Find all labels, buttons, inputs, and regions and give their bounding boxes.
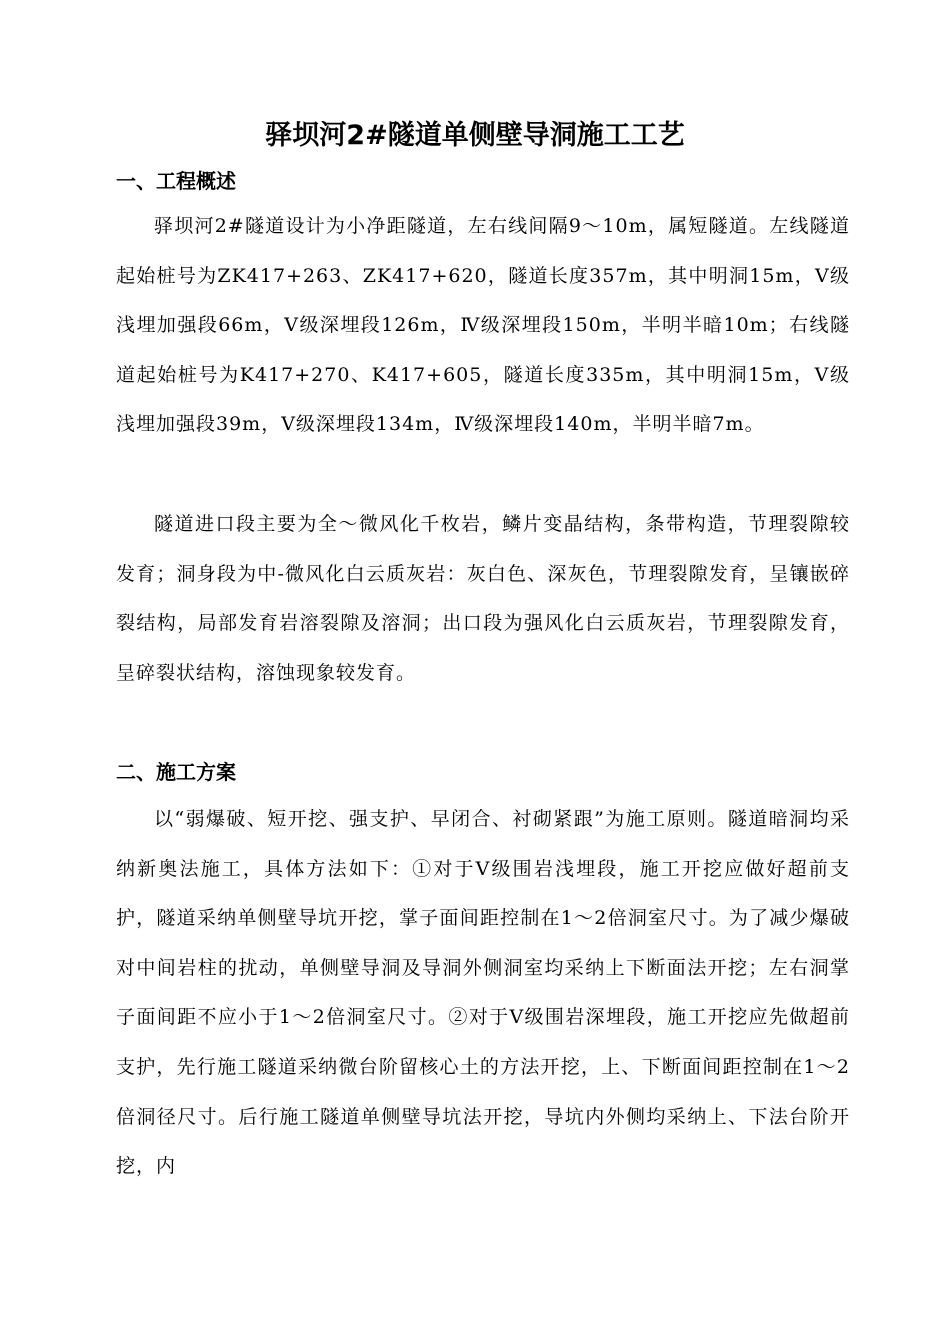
paragraph-project-overview: 驿坝河2#隧道设计为小净距隧道，左右线间隔9～10m，属短隧道。左线隧道起始桩号为ZK417+263、ZK417+620，隧道长度357m，其中明洞15m，Ⅴ级浅埋加强段66m，Ⅴ级深埋段126m，Ⅳ级深埋段150m，半明半暗10m；右线隧道起始桩号为K417+270、K417+605，隧道长度335m，其中明洞15m，Ⅴ级浅埋加强段39m，Ⅴ级深埋段134m，Ⅳ级深埋段140m，半明半暗7m。 <box>116 215 850 436</box>
paragraph-construction-plan: 以“弱爆破、短开挖、强支护、早闭合、衬砌紧跟”为施工原则。隧道暗洞均采纳新奥法施工，具体方法如下：①对于V级围岩浅埋段，施工开挖应做好超前支护，隧道采纳单侧壁导坑开挖，掌子面间距控制在1～2倍洞室尺寸。为了减少爆破对中间岩柱的扰动，单侧壁导洞及导洞外侧洞室均采纳上下断面法开挖；左右洞掌子面间距不应小于1～2倍洞室尺寸。②对于V级围岩深埋段，施工开挖应先做超前支护，先行施工隧道采纳微台阶留核心土的方法开挖，上、下断面间距控制在1～2倍洞径尺寸。后行施工隧道单侧壁导坑法开挖，导坑内外侧均采纳上、下法台阶开挖，内 <box>116 808 850 1178</box>
paragraph-geology: 隧道进口段主要为全～微风化千枚岩，鳞片变晶结构，条带构造，节理裂隙较发育；洞身段为中-微风化白云质灰岩：灰白色、深灰色，节理裂隙发育，呈镶嵌碎裂结构，局部发育岩溶裂隙及溶洞；出口段为强风化白云质灰岩，节理裂隙发育，呈碎裂状结构，溶蚀现象较发育。 <box>116 513 850 684</box>
section-heading-construction-plan: 二、施工方案 <box>116 760 236 784</box>
document-title: 驿坝河2#隧道单侧壁导洞施工工艺 <box>265 120 685 151</box>
section-heading-overview: 一、工程概述 <box>116 169 236 193</box>
